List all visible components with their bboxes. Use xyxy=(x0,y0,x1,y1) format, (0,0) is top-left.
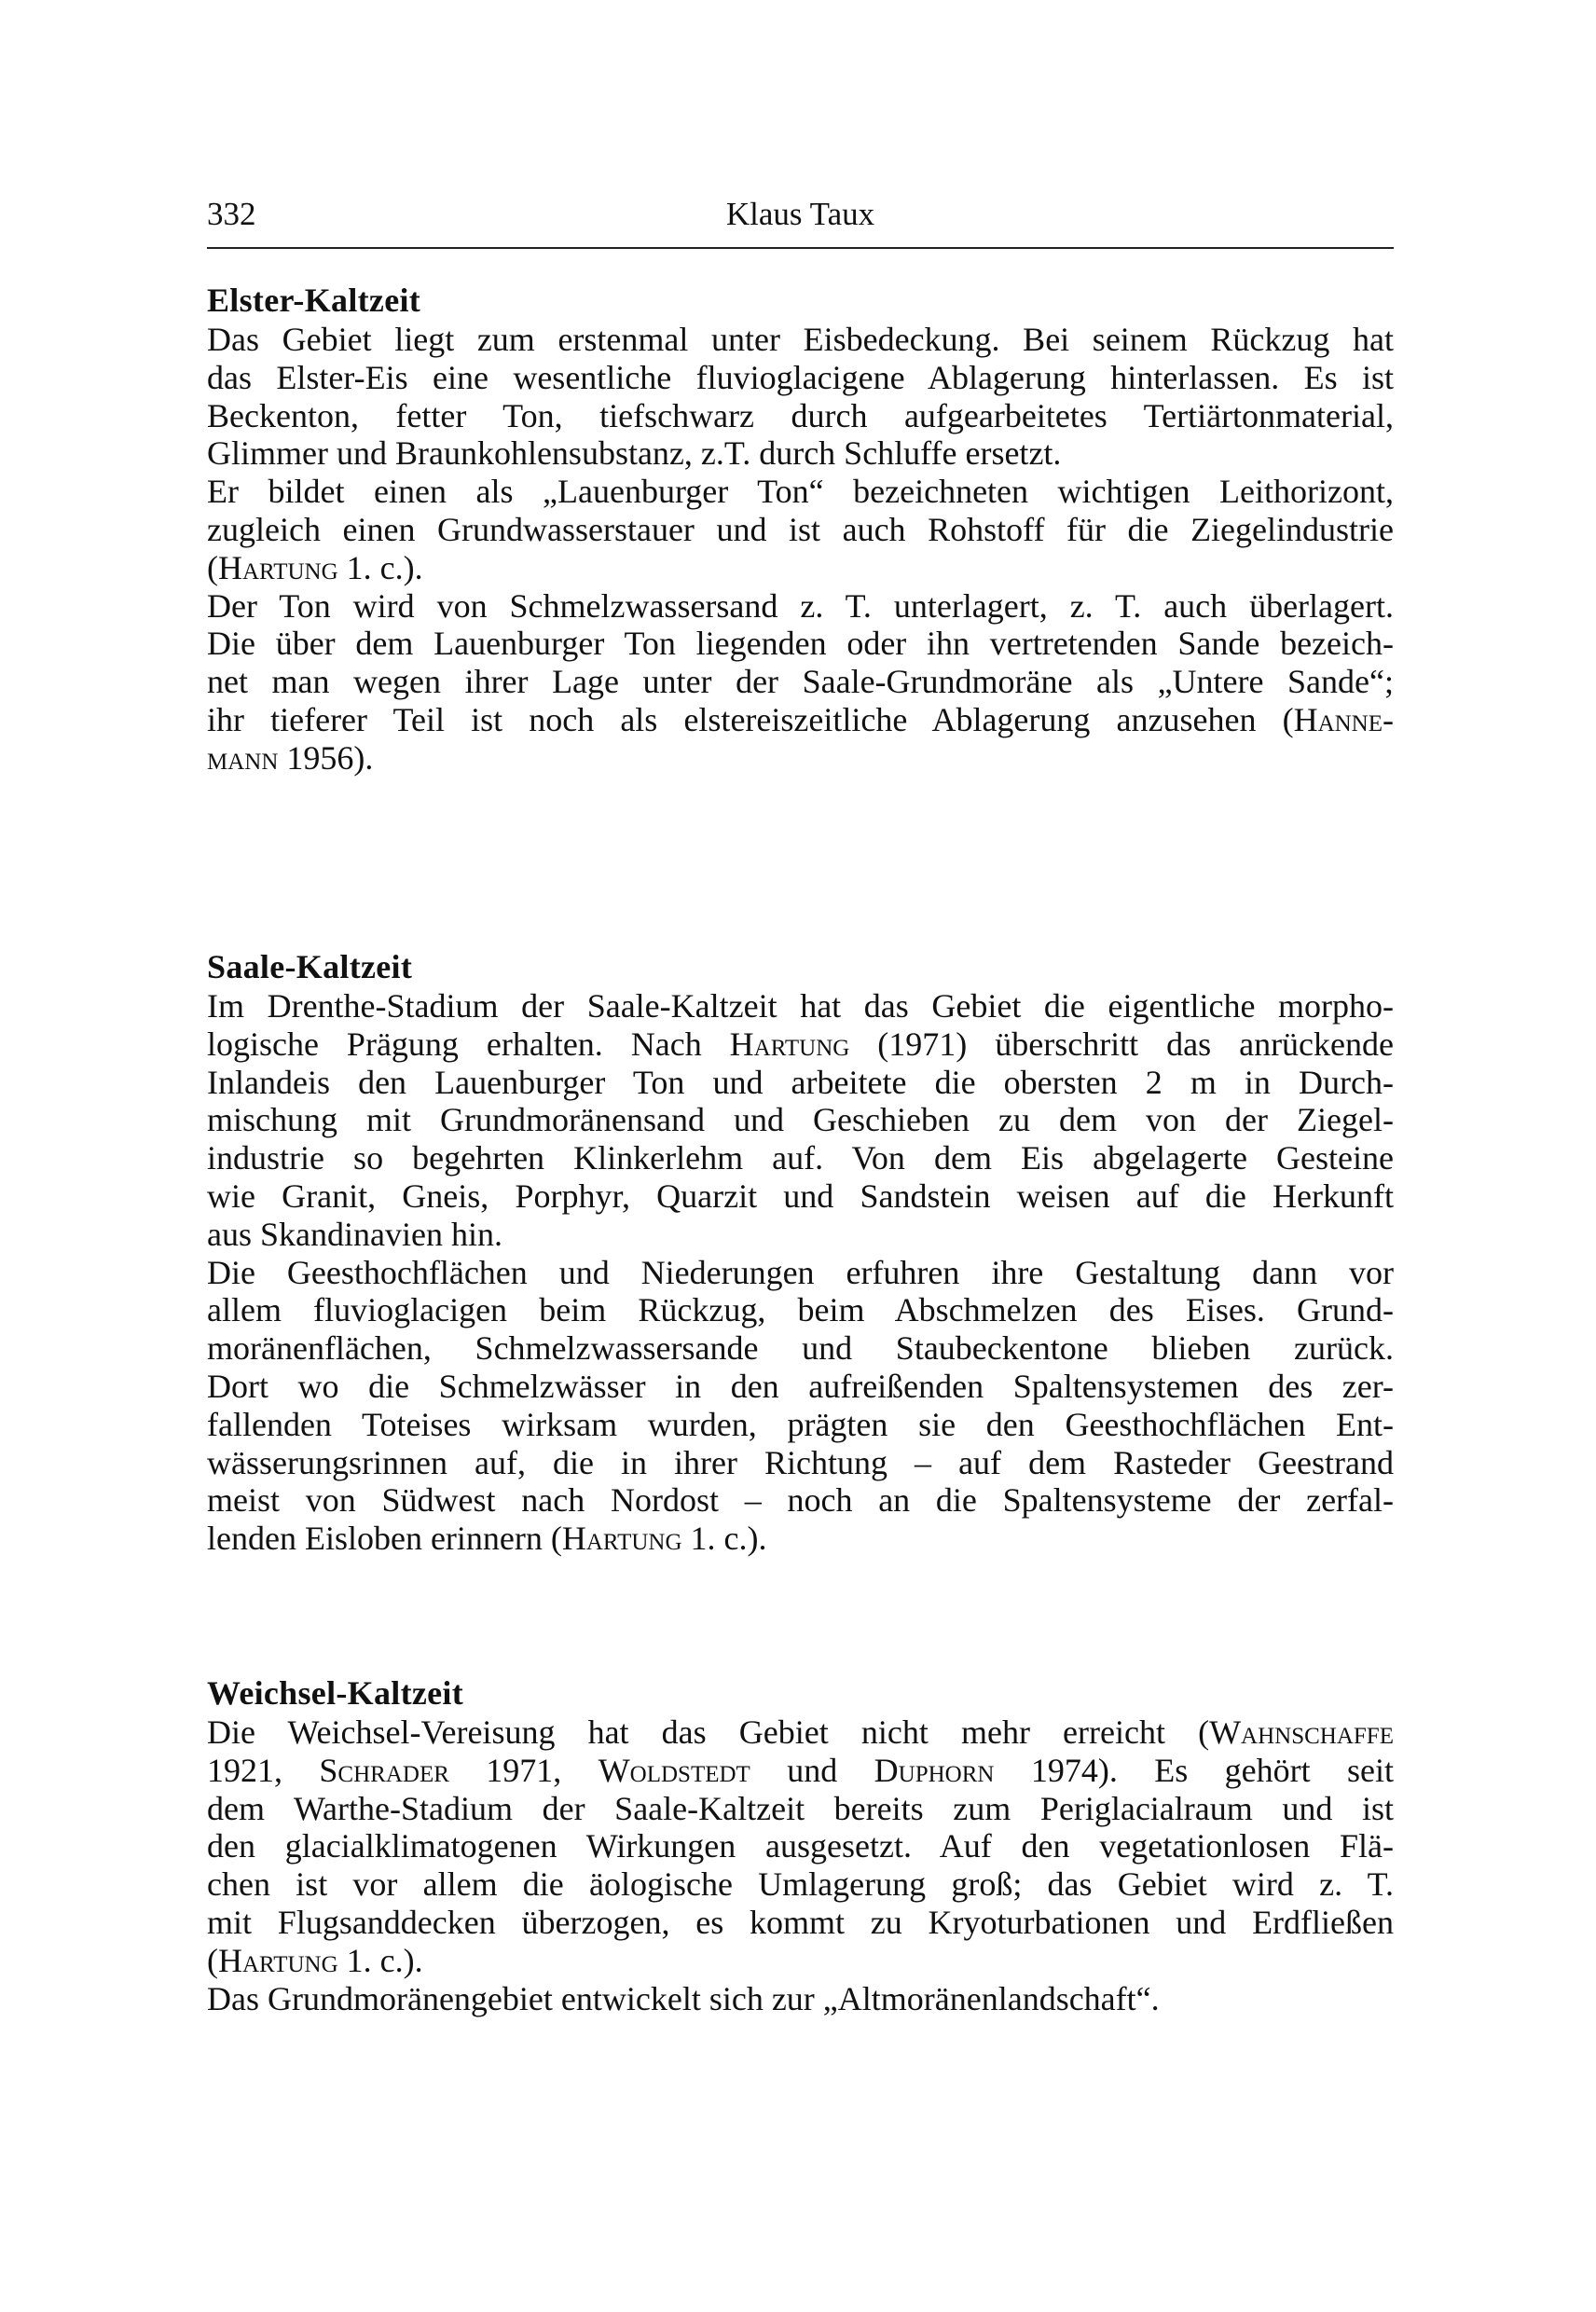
text-line: Die über dem Lauenburger Ton liegenden oder ihn vertretenden Sande bezeich- xyxy=(207,625,1394,663)
text-line: (Hartung 1. c.). xyxy=(207,548,423,586)
text-line: Dort wo die Schmelzwässer in den aufreißenden Spaltensystemen des zer- xyxy=(207,1367,1394,1405)
text-line: moränenflächen, Schmelzwassersande und Staubeckentone blieben zurück. xyxy=(207,1329,1394,1368)
text-line: dem Warthe-Stadium der Saale-Kaltzeit bereits zum Periglacialraum und ist xyxy=(207,1789,1394,1827)
text-line: Die Weichsel-Vereisung hat das Gebiet nicht mehr erreicht (Wahnschaffe xyxy=(207,1713,1394,1751)
text-line: chen ist vor allem die äologische Umlagerung groß; das Gebiet wird z. T. xyxy=(207,1865,1394,1904)
section-elster-kaltzeit xyxy=(207,280,1394,778)
section-weichsel-kaltzeit xyxy=(207,1672,1394,2017)
text-line: zugleich einen Grundwasserstauer und ist auch Rohstoff für die Ziegelindustrie xyxy=(207,510,1394,548)
section-heading: Weichsel-Kaltzeit xyxy=(207,1674,464,1712)
section-body xyxy=(207,321,1394,778)
text-line: ihr tieferer Teil ist noch als elstereiszeitliche Ablagerung anzusehen (Hanne- xyxy=(207,700,1394,738)
text-line: industrie so begehrten Klinkerlehm auf. Von dem Eis abgelagerte Gesteine xyxy=(207,1139,1394,1177)
text-line: meist von Südwest nach Nordost – noch an die Spaltensysteme der zerfal- xyxy=(207,1481,1394,1520)
section-saale-kaltzeit xyxy=(207,946,1394,1558)
text-line: Glimmer und Braunkohlensubstanz, z.T. durch Schluffe ersetzt. xyxy=(207,434,1062,473)
section-heading: Saale-Kaltzeit xyxy=(207,948,413,985)
text-line: mit Flugsanddecken überzogen, es kommt zu Kryoturbationen und Erdfließen xyxy=(207,1903,1394,1941)
text-line: aus Skandinavien hin. xyxy=(207,1215,502,1253)
text-line: logische Prägung erhalten. Nach Hartung (1971) überschritt das anrückende xyxy=(207,1025,1394,1063)
text-line: den glacialklimatogenen Wirkungen ausgesetzt. Auf den vegetationlosen Flä- xyxy=(207,1827,1394,1865)
text-line: allem fluvioglacigen beim Rückzug, beim Abschmelzen des Eises. Grund- xyxy=(207,1291,1394,1329)
text-line: Die Geesthochflächen und Niederungen erfuhren ihre Gestaltung dann vor xyxy=(207,1253,1394,1291)
text-line: net man wegen ihrer Lage unter der Saale-Grundmoräne als „Untere Sande“; xyxy=(207,663,1394,701)
text-line: wässerungsrinnen auf, die in ihrer Richtung – auf dem Rasteder Geestrand xyxy=(207,1443,1394,1481)
text-line: mann 1956). xyxy=(207,738,374,777)
page-number: 332 xyxy=(207,196,256,232)
text-line: Inlandeis den Lauenburger Ton und arbeitete die obersten 2 m in Durch- xyxy=(207,1063,1394,1101)
text-line: Das Gebiet liegt zum erstenmal unter Eisbedeckung. Bei seinem Rückzug hat xyxy=(207,321,1394,358)
text-line: Er bildet einen als „Lauenburger Ton“ bezeichneten wichtigen Leithorizont, xyxy=(207,473,1394,511)
text-line: 1921, Schrader 1971, Woldstedt und Duphorn 1974). Es gehört seit xyxy=(207,1751,1395,1789)
text-line: das Elster-Eis eine wesentliche fluvioglacigene Ablagerung hinterlassen. Es ist xyxy=(207,358,1394,396)
section-body xyxy=(207,1713,1394,2017)
section-body xyxy=(207,987,1394,1558)
section-heading: Elster-Kaltzeit xyxy=(207,282,421,319)
text-line: Im Drenthe-Stadium der Saale-Kaltzeit hat das Gebiet die eigentliche morpho- xyxy=(207,987,1394,1025)
text-line: mischung mit Grundmoränensand und Geschieben zu dem von der Ziegel- xyxy=(207,1101,1394,1139)
running-head: Klaus Taux xyxy=(725,196,875,232)
text-line: wie Granit, Gneis, Porphyr, Quarzit und Sandstein weisen auf die Herkunft xyxy=(207,1177,1394,1215)
text-line: (Hartung 1. c.). xyxy=(207,1941,423,1979)
text-line: Das Grundmoränengebiet entwickelt sich zur „Altmoränenlandschaft“. xyxy=(207,1979,1160,2017)
text-line: lenden Eisloben erinnern (Hartung 1. c.). xyxy=(207,1520,767,1558)
text-line: fallenden Toteises wirksam wurden, prägten sie den Geesthochflächen Ent- xyxy=(207,1405,1394,1443)
page-header xyxy=(207,196,1394,241)
text-line: Der Ton wird von Schmelzwassersand z. T. unterlagert, z. T. auch überlagert. xyxy=(207,586,1394,625)
header-rule xyxy=(207,247,1394,249)
text-line: Beckenton, fetter Ton, tiefschwarz durch aufgearbeitetes Tertiärtonmaterial, xyxy=(207,396,1394,434)
